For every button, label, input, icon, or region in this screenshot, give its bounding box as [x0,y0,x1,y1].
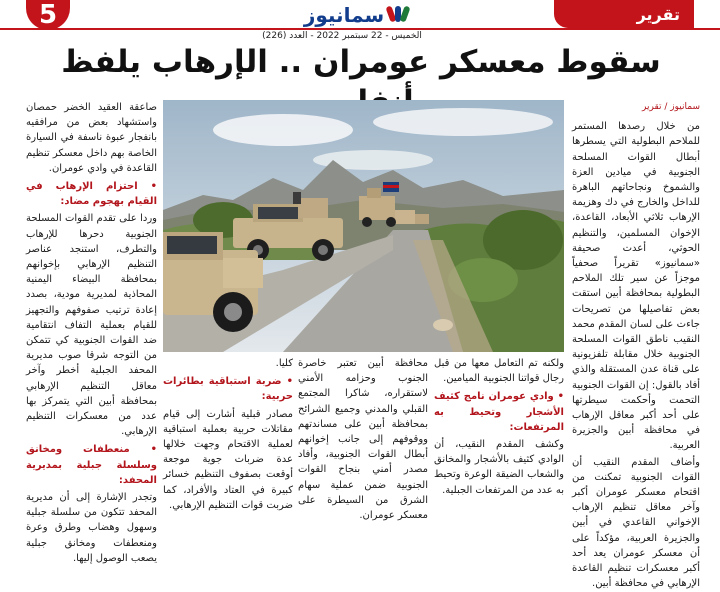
logo-flame-icon [388,6,408,24]
issue-date-line: الخميس - 22 سبتمبر 2022 - العدد (226) [262,31,422,41]
article-column-right [572,100,700,590]
article-paragraph: من خلال رصدها المستمر للملاحم البطولية التي يسطرها أبطال القوات المسلحة الجنوبية في ميادين العزة والشموخ ونجاحاتهم الباهرة للداخل والخارج في دك وهزيمة الإرهاب ثلاثي الأبعاد، القاعدة، الإخوان المسلمين، والتنظيم الحوثي، أعدت صحيفة «سمانيوز» تقريراً صحفياً موجزاً عن سير تلك الملاحم البطولية بمحافظة أبين استقت بعض تفاصيلها من تصريحات جاءت على لسان المقدم محمد النقيب ناطق القوات المسلحة الجنوبية خلال مقابلة تلفزيونية على قناة عدن المستقلة والذي أفاد بالقول: إن القوات الجنوبية التحمت وأحكمت سيطرتها على أحد أكبر معاقل الإرهاب في محافظة أبين والجزيرة العربية. [572,121,700,452]
logo-text: سمانيوز [303,3,385,27]
article-paragraph: وردا على تقدم القوات المسلحة الجنوبية دحرها للإرهاب والتطرف، استنجد عناصر التنظيم الإرهابي بإخوانهم بمحافظة البيضاء اليمنية المحاذية لمديرية مودية، بصدد إعادة ترتيب صفوفهم والتجهيز للقيام بعملية التفاف انتقامية ضد القوات الجنوبية كي تتمكن من التوجه شرقا صوب مديرية المحفد الجبلية أخطر وآخر معاقل التنظيم الإرهابي بمحافظة أبين التي يتمركز بها عدد من معسكرات التنظيم الإرهابي. [26,213,157,438]
article-column-bottom-right [434,356,564,496]
article-column-bottom-middle [298,356,428,522]
headline: سقوط معسكر عومران .. الإرهاب يلفظ [61,44,661,80]
article-column-bottom-left [163,356,293,511]
article-paragraph: محافظة أبين تعتبر خاصرة الجنوب وحزامه الأمني لاستقراره، شاكرا المجتمع القبلي والمدني وجميع الشرائح بمحافظة أبين على مساندتهم ووقوفهم إلى جانب إخوانهم أبطال القوات الجنوبية، وأفاد مصدر أمني بنجاح القوات الجنوبية ضمن عملية سهام الشرق من السيطرة على معسكر عومران. [298,358,428,522]
article-subheading: • ضربة استباقية بطائرات حربية: [163,376,293,403]
page-number: 5 [38,0,58,30]
article-subheading: • احتزام الإرهاب في القيام بهجوم مضاد: [26,181,157,208]
article-paragraph: وأضاف المقدم النقيب أن القوات الجنوبية تمكنت من اقتحام معسكر عومران أكبر وآخر معاقل تنظيم الإرهاب الإخواني القاعدي في أبين والجزيرة العربية، مؤكداً على أن معسكر عومران يعد أحد أكبر معسكرات تنظيم القاعدة الإرهابي في محافظة أبين. [572,456,700,590]
article-byline: سمانيوز / تقرير [642,102,700,112]
section-label: تقرير [636,4,680,24]
newspaper-logo [296,0,416,30]
page-number-badge [26,0,70,30]
news-photo [163,100,564,352]
page-header [0,0,720,34]
article-paragraph: مصادر قبلية أشارت إلى قيام مقاتلات حربية بعملية استباقية لعملية الاقتحام وجهت خلالها عدة ضربات جوية موجعة أوقعت بصفوف التنظيم خسائر كبيرة في العتاد والأفراد، كما ضربت قوات التنظيم الإرهابي. [163,408,293,511]
section-tab [554,0,694,28]
article-paragraph: كليا. [275,358,293,369]
article-paragraph: ولكنه تم التعامل معها من قبل رجال قواتنا الجنوبية الميامين. [434,358,564,385]
article-subheading: • وادي عومران نامج كثيف الأشجار وتحيط به المرتفعات: [434,391,564,433]
article-paragraph: وتجدر الإشارة إلى أن مديرية المحفد تتكون من سلسلة جبلية وسهول وهضاب وطرق وعرة ومنعطفات ومخانق جبلية يصعب الوصول إليها. [26,492,157,564]
article-paragraph: وكشف المقدم النقيب، أن الوادي كثيف بالأشجار والمخانق والشعاب الضيقة الوعرة وتحيط به عدد من المرتفعات الجبلية. [434,439,564,496]
article-paragraph: صاعقة العقيد الخضر حمصان واستشهاد بعض من مرافقيه بانفجار عبوة ناسفة في السيارة الخاصة بهم داخل معسكر تنظيم القاعدة في وادي عومران. [26,102,157,174]
military-vehicles-image [163,100,564,352]
article-subheading: • منعطفات ومخانق وسلسلة جبلية بمديرية المحفد: [26,444,157,486]
article-column-left [26,100,157,564]
